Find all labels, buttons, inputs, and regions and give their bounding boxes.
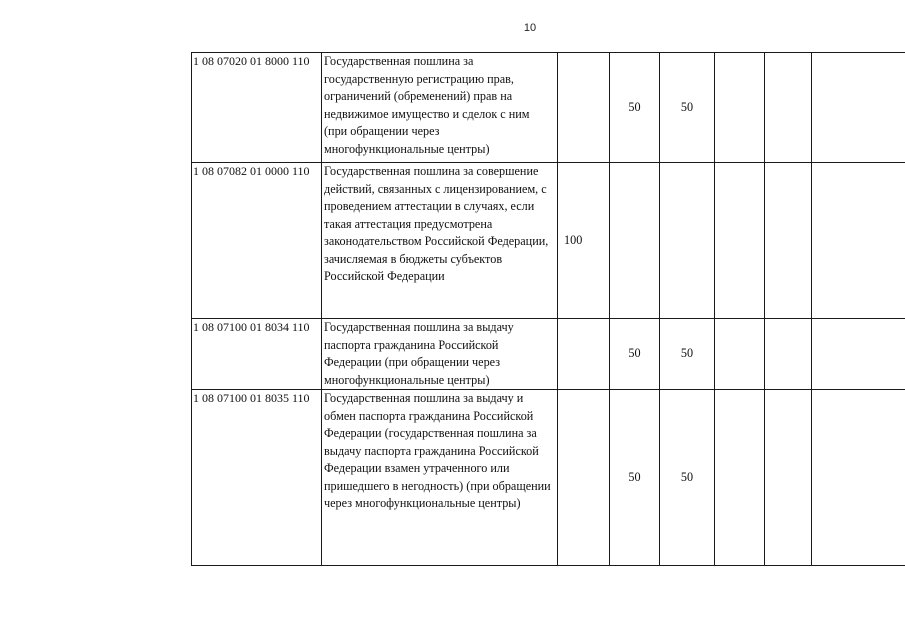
value-cell: 50 [660, 53, 715, 163]
value-cell: 100 [558, 163, 610, 319]
value-cell [812, 53, 905, 163]
value-cell [812, 390, 905, 566]
revenue-distribution-table [191, 52, 905, 566]
revenue-name-cell: Государственная пошлина за совершение действий, связанных с лицензированием, с проведением аттестации в случаях, если такая аттестация предусмотрена законодательством Российской Федерации, зачисляемая в бюджеты субъектов Российской Федерации [322, 163, 558, 319]
revenue-name-cell: Государственная пошлина за выдачу паспорта гражданина Российской Федерации (при обращении через многофункциональные центры) [322, 319, 558, 390]
kbk-code-cell: 1 08 07100 01 8035 110 [192, 390, 322, 566]
value-cell [715, 390, 765, 566]
value-cell [715, 163, 765, 319]
kbk-code-cell: 1 08 07100 01 8034 110 [192, 319, 322, 390]
page-number: 10 [523, 22, 537, 34]
kbk-code-cell: 1 08 07082 01 0000 110 [192, 163, 322, 319]
value-cell [558, 390, 610, 566]
value-cell [812, 319, 905, 390]
value-cell [610, 163, 660, 319]
value-cell: 50 [610, 319, 660, 390]
kbk-code-cell: 1 08 07020 01 8000 110 [192, 53, 322, 163]
table-row [192, 53, 905, 163]
table-row [192, 390, 905, 566]
revenue-name-cell: Государственная пошлина за выдачу и обмен паспорта гражданина Российской Федерации (государственная пошлина за выдачу паспорта гражданина Российской Федерации взамен утраченного или пришедшего в негодность) (при обращении через многофункциональные центры) [322, 390, 558, 566]
value-cell [558, 319, 610, 390]
value-cell: 50 [660, 319, 715, 390]
revenue-name-cell: Государственная пошлина за государственную регистрацию прав, ограничений (обременений) прав на недвижимое имущество и сделок с ним (при обращении через многофункциональные центры) [322, 53, 558, 163]
value-cell [715, 319, 765, 390]
value-cell [765, 390, 812, 566]
value-cell [558, 53, 610, 163]
value-cell: 50 [660, 390, 715, 566]
value-cell [660, 163, 715, 319]
value-cell: 50 [610, 390, 660, 566]
table-row [192, 163, 905, 319]
value-cell [765, 163, 812, 319]
value-cell [765, 53, 812, 163]
value-cell [715, 53, 765, 163]
value-cell: 50 [610, 53, 660, 163]
value-cell [765, 319, 812, 390]
table-row [192, 319, 905, 390]
value-cell [812, 163, 905, 319]
